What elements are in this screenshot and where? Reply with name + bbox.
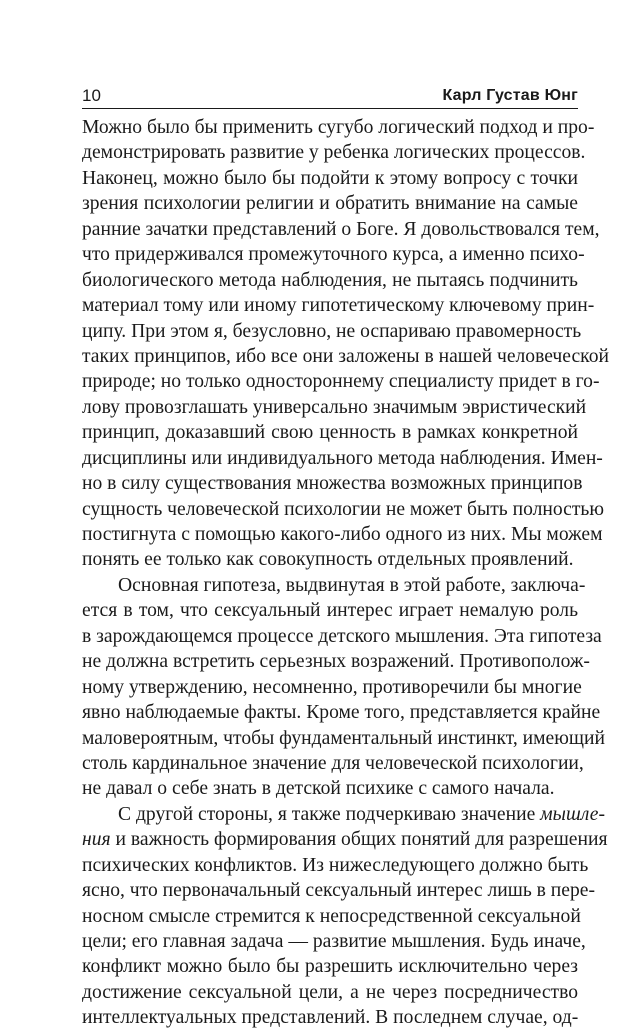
text-line: не давал о себе знать в детской психике с самого начала. xyxy=(82,778,555,800)
text-line: достижение сексуальной цели, а не через посредничество xyxy=(82,981,578,1003)
emphasis-word: мышле- xyxy=(540,803,605,825)
text-line: что придерживался промежуточного курса, а именно психо- xyxy=(82,244,585,266)
text-line xyxy=(82,827,608,852)
text-line: лову провозглашать универсально значимым эвристический xyxy=(82,396,587,418)
text-line: цели; его главная задача — развитие мышления. Будь иначе, xyxy=(82,931,586,952)
author-name: Карл Густав Юнг xyxy=(442,87,578,104)
text-line: материал тому или иному гипотетическому ключевому прин- xyxy=(82,295,595,317)
text-line: не должна встретить серьезных возражений. Противополож- xyxy=(82,651,590,673)
text-line: сущность человеческой психологии не может быть полностью xyxy=(82,498,604,520)
text-line: явно наблюдаемые факты. Кроме того, представляется крайне xyxy=(82,702,601,724)
text-line: Основная гипотеза, выдвинутая в этой работе, заключа- xyxy=(118,574,586,596)
text-line: ется в том, что сексуальный интерес играет немалую роль xyxy=(82,600,578,622)
text-line: биологического метода наблюдения, не пытаясь подчинить xyxy=(82,269,578,291)
text-line: дисциплины или индивидуального метода наблюдения. Имен- xyxy=(82,447,603,469)
text-line: столь кардинальное значение для человеческой психологии, xyxy=(82,752,584,774)
text-line: демонстрировать развитие у ребенка логических процессов. xyxy=(82,142,586,164)
body-text xyxy=(82,115,609,1031)
text-line: Наконец, можно было бы подойти к этому вопросу с точки xyxy=(82,167,578,189)
text-line: ранние зачатки представлений о Боге. Я довольствовался тем, xyxy=(82,218,600,240)
emphasis-word: ния xyxy=(82,829,111,851)
text-line: таких принципов, ибо все они заложены в нашей человеческой xyxy=(82,345,609,367)
text-line: но в силу существования множества возможных принципов xyxy=(82,473,583,495)
text-line: ному утверждению, несомненно, противоречили бы многие xyxy=(82,676,582,698)
text-line: Можно было бы применить сугубо логический подход и про- xyxy=(82,117,595,138)
text-line: психических конфликтов. Из нижеследующего должно быть xyxy=(82,854,589,876)
header-rule xyxy=(82,108,578,109)
text-line: в зарождающемся процессе детского мышления. Эта гипотеза xyxy=(82,625,602,647)
text-line: ципу. При этом я, безусловно, не оспариваю правомерность xyxy=(82,320,582,342)
text-line: принцип, доказавший свою ценность в рамках конкретной xyxy=(82,422,578,444)
text-line: интеллектуальных представлений. В последнем случае, од- xyxy=(82,1007,579,1029)
text-line: зрения психологии религии и обратить внимание на самые xyxy=(82,193,578,215)
text-line: постигнута с помощью какого-либо одного из них. Мы можем xyxy=(82,524,603,545)
text-line: конфликт можно было бы разрешить исключительно через xyxy=(82,956,578,978)
running-head xyxy=(82,86,578,108)
page-number: 10 xyxy=(82,86,101,105)
text-line: природе; но только одностороннему специалисту придет в го- xyxy=(82,371,600,393)
text-line xyxy=(82,802,605,827)
text-line: понять ее только как совокупность отдельных проявлений. xyxy=(82,549,574,571)
text-line: ясно, что первоначальный сексуальный интерес лишь в пере- xyxy=(82,880,596,902)
text-line: маловероятным, чтобы фундаментальный инстинкт, имеющий xyxy=(82,727,605,749)
text-run: и важность формирования общих понятий для разрешения xyxy=(110,829,608,851)
text-run: С другой стороны, я также подчеркиваю значение xyxy=(118,803,541,825)
text-line: носном смысле стремится к непосредственной сексуальной xyxy=(82,905,581,927)
